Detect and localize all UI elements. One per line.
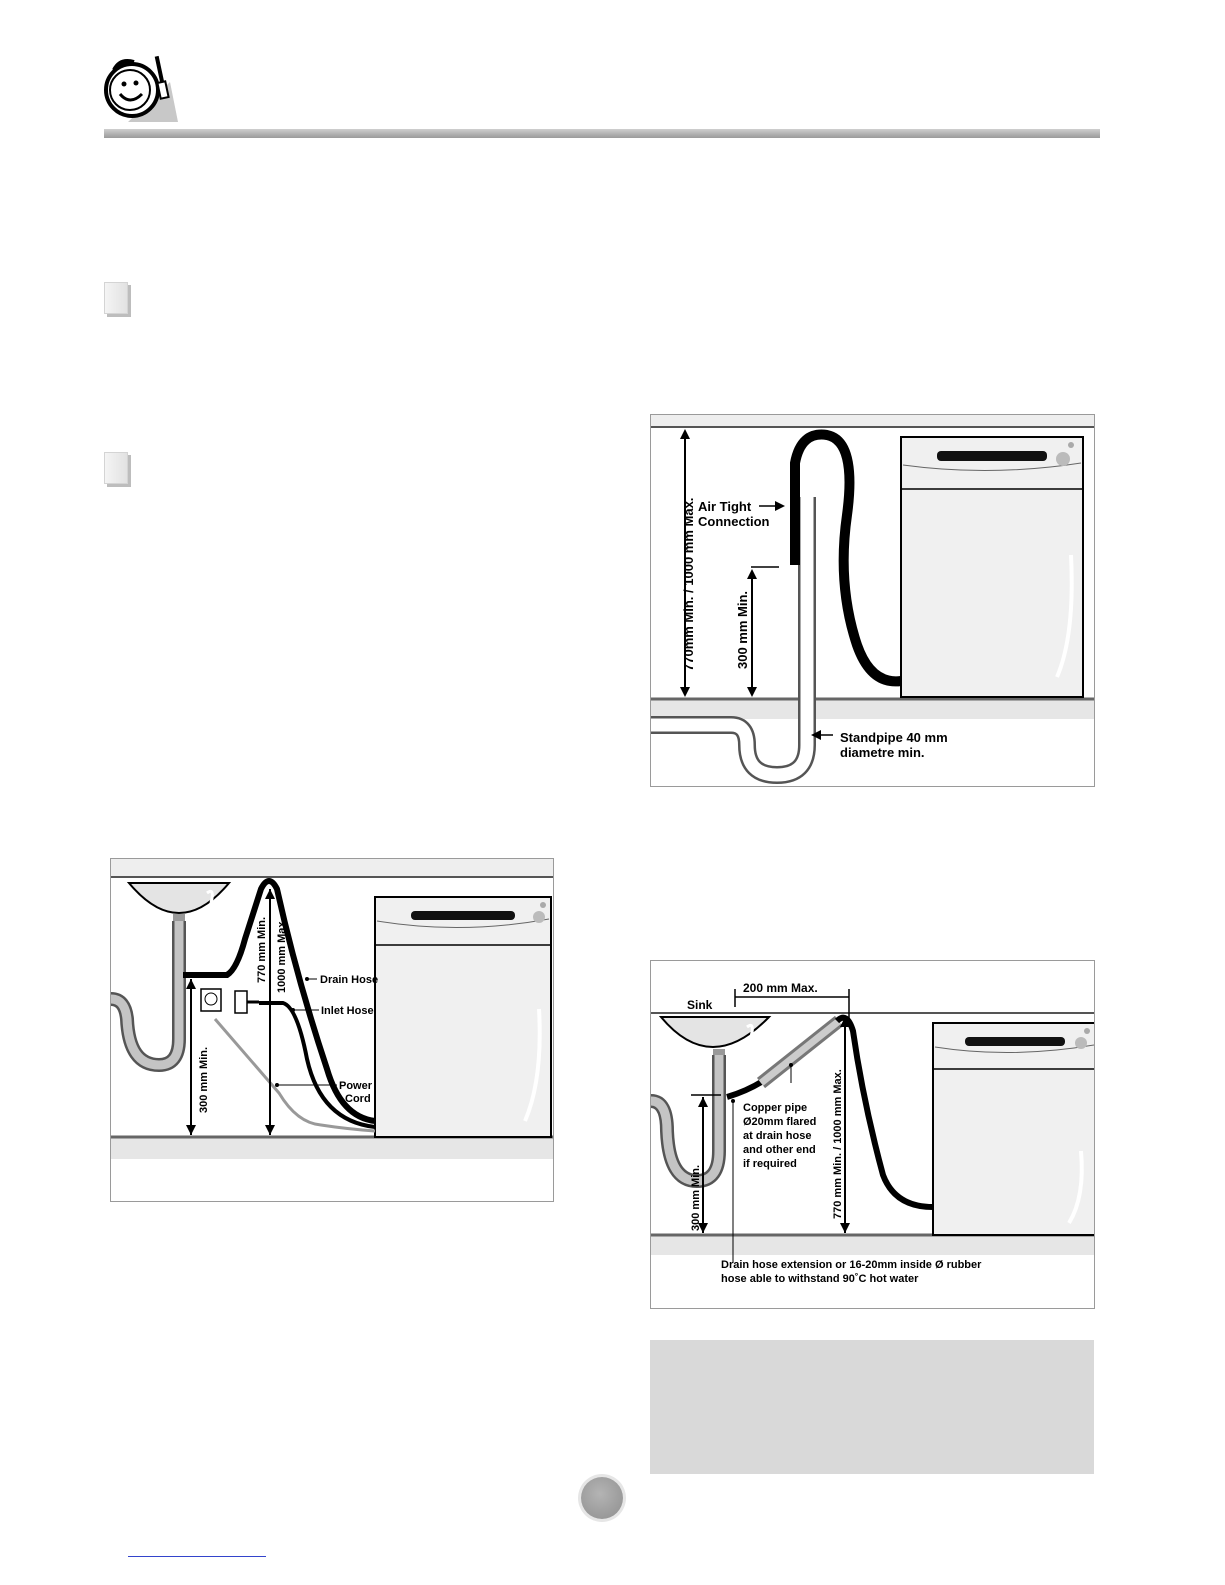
sink-drain-diagram (110, 858, 554, 1202)
copper-pipe-label: Ø20mm flared (743, 1116, 817, 1128)
power-cord-label: Cord (345, 1093, 371, 1105)
standpipe-label: diametre min. (840, 745, 925, 760)
mascot-icon (100, 52, 182, 124)
note-box (650, 1340, 1094, 1474)
air-tight-label: Air Tight (698, 499, 752, 514)
standpipe-label: Standpipe 40 mm (840, 730, 948, 745)
dimension-label: 300 mm Min. (735, 590, 750, 669)
copper-pipe-label: at drain hose (743, 1130, 812, 1142)
dimension-label: 200 mm Max. (743, 981, 818, 995)
power-cord-label: Power (339, 1080, 373, 1092)
copper-pipe-label: Copper pipe (743, 1102, 808, 1114)
dimension-label: 770 mm Min. / 1000 mm Max. (832, 1069, 844, 1219)
section-marker (104, 282, 128, 314)
hose-extension-label: hose able to withstand 90˚C hot water (721, 1273, 919, 1285)
page-number-badge (581, 1477, 623, 1519)
copper-pipe-label: if required (743, 1158, 797, 1170)
header-rule (104, 129, 1100, 138)
section-marker (104, 452, 128, 484)
sink-label: Sink (687, 998, 713, 1012)
dimension-label: 770mm Min. / 1000 mm Max. (681, 497, 696, 671)
footer-link-underline[interactable] (128, 1556, 266, 1557)
standpipe-diagram (650, 414, 1095, 787)
drain-extension-diagram (650, 960, 1095, 1309)
dimension-label: 300 mm Min. (198, 1046, 210, 1113)
drain-hose-label: Drain Hose (320, 974, 379, 986)
dimension-label: 770 mm Min. (256, 916, 268, 983)
copper-pipe-label: and other end (743, 1144, 816, 1156)
hose-extension-label: Drain hose extension or 16-20mm inside Ø rubber (721, 1259, 982, 1271)
air-tight-label: Connection (698, 514, 770, 529)
dimension-label: 1000 mm Max. (276, 918, 288, 993)
inlet-hose-label: Inlet Hose (321, 1005, 374, 1017)
dimension-label: 300 mm Min. (690, 1164, 702, 1231)
